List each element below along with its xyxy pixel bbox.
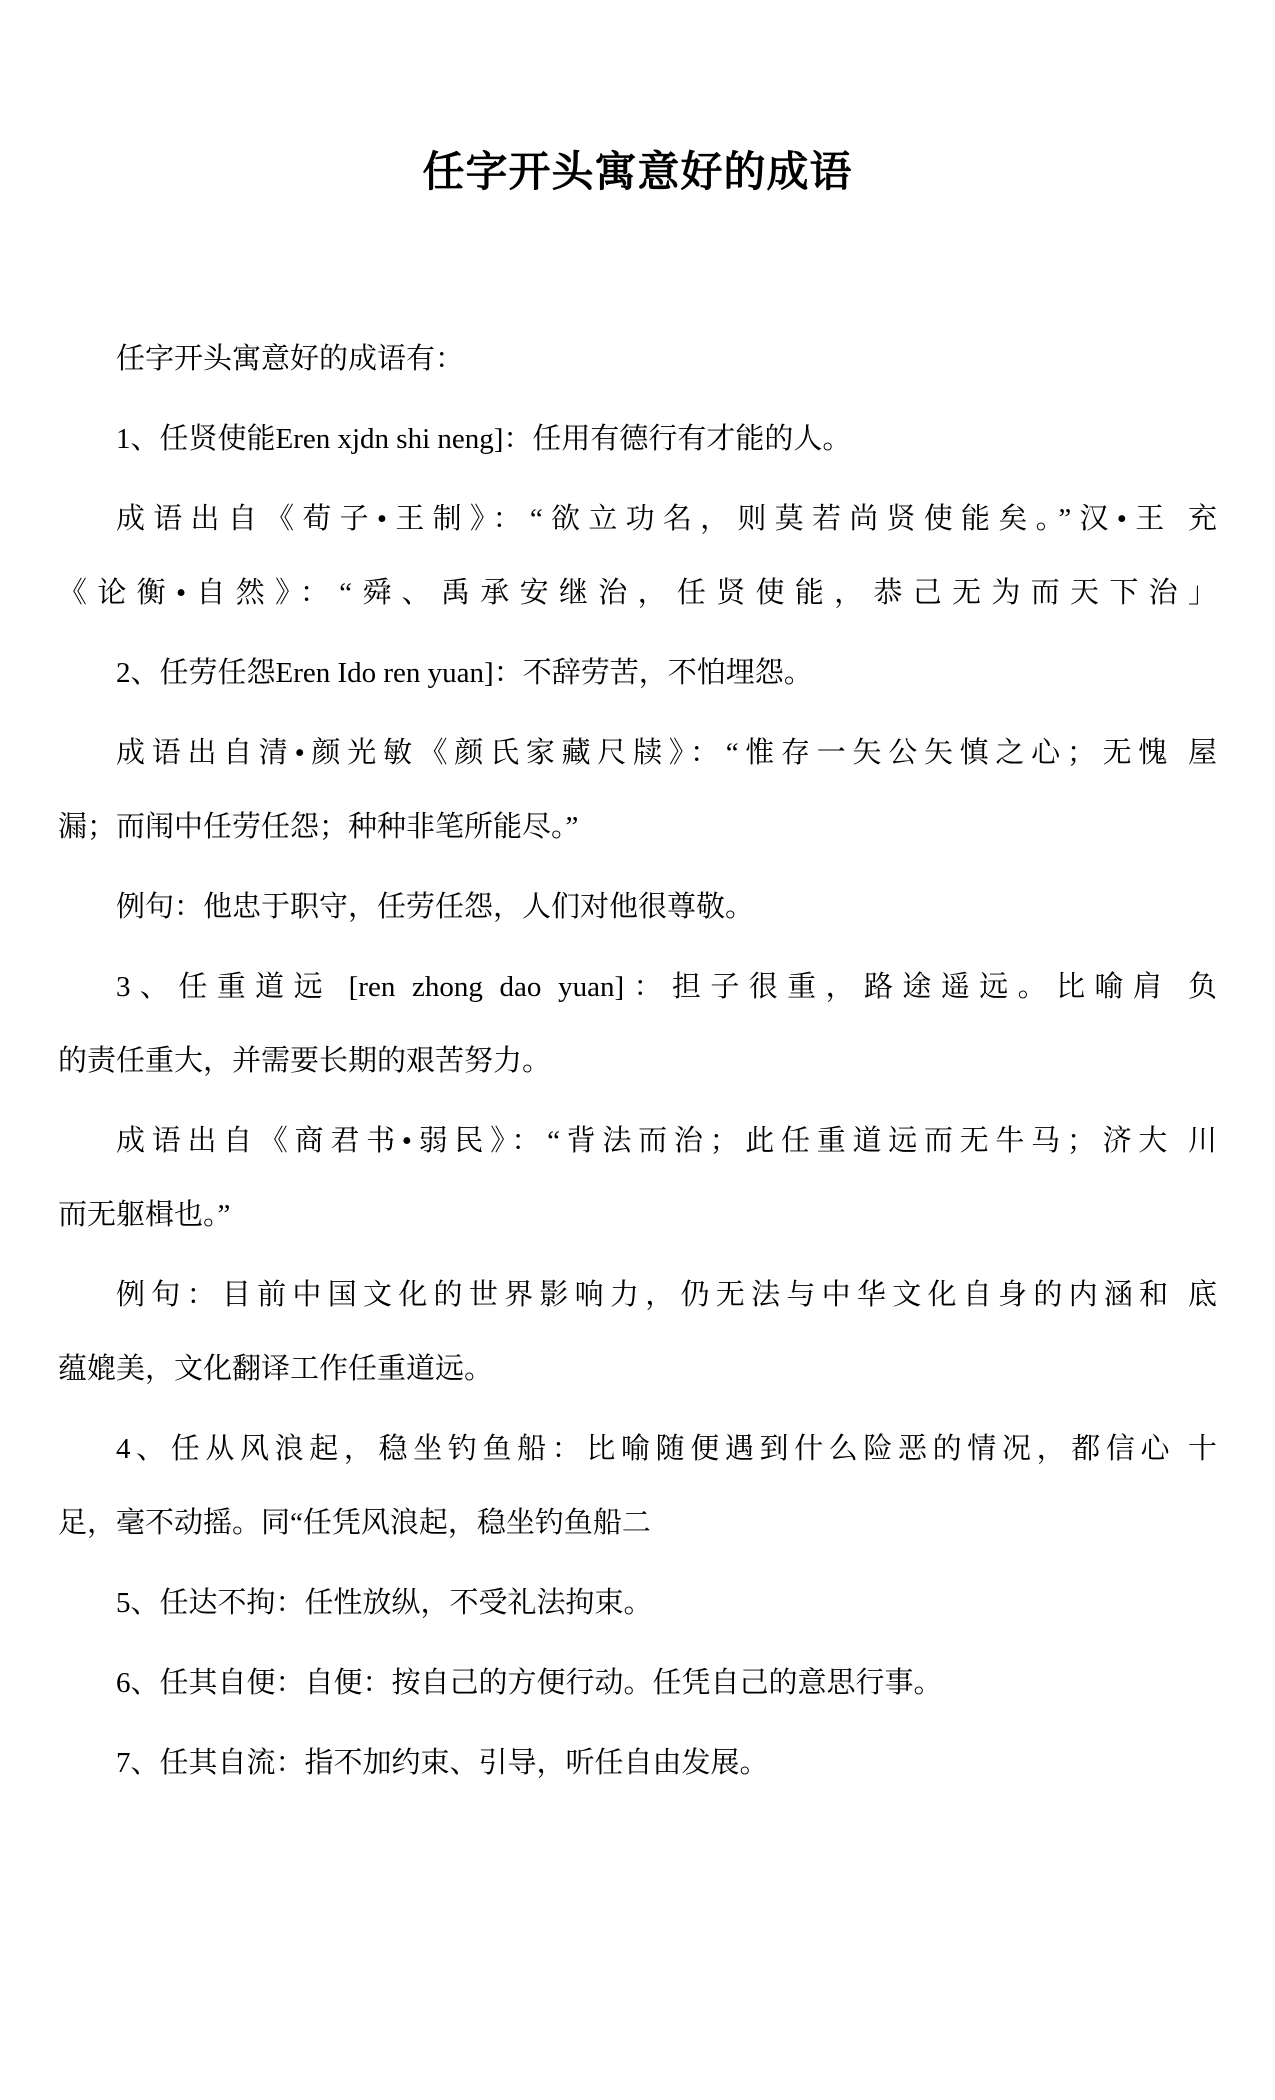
paragraph: [58, 716, 1217, 864]
document-title: 任字开头寓意好的成语: [422, 148, 853, 195]
paragraph-line: 例句：目前中国文化的世界影响力，仍无法与中华文化自身的内涵和 底: [116, 1278, 1217, 1311]
paragraph-line: 5、任达不拘：任性放纵，不受礼法拘束。: [116, 1586, 653, 1619]
paragraph: [58, 482, 1217, 630]
paragraph: [58, 1104, 1217, 1252]
paragraph: [58, 1726, 1217, 1800]
paragraph-line: 蕴媲美，文化翻译工作任重道远。: [58, 1352, 494, 1385]
paragraph-line: 成语出自《商君书•弱民》：“背法而治；此任重道远而无牛马；济大 川: [116, 1124, 1217, 1157]
document-body: [0, 322, 1275, 1800]
paragraph: [58, 1566, 1217, 1640]
paragraph-line: 而无躯楫也。”: [58, 1198, 231, 1231]
paragraph-line: 例句：他忠于职守，任劳任怨，人们对他很尊敬。: [116, 890, 755, 923]
paragraph-line: 足，毫不动摇。同“任凭风浪起，稳坐钓鱼船二: [58, 1506, 651, 1539]
paragraph-line: 的责任重大，并需要长期的艰苦努力。: [58, 1044, 552, 1077]
paragraph: [58, 1646, 1217, 1720]
paragraph-line: 《论衡•自然》：“舜、禹承安继治，任贤使能，恭己无为而天下治」: [58, 576, 1217, 609]
paragraph-line: 6、任其自便：自便：按自己的方便行动。任凭自己的意思行事。: [116, 1666, 943, 1699]
paragraph: [58, 1412, 1217, 1560]
paragraph: [58, 870, 1217, 944]
paragraph-line: 7、任其自流：指不加约束、引导，听任自由发展。: [116, 1746, 769, 1779]
paragraph-line: 成语出自《荀子•王制》：“欲立功名，则莫若尚贤使能矣。”汉•王 充: [116, 502, 1217, 535]
paragraph-line: 任字开头寓意好的成语有：: [116, 342, 465, 375]
paragraph-line: 漏；而闱中任劳任怨；种种非笔所能尽。”: [58, 810, 579, 843]
paragraph-line: 1、任贤使能Eren xjdn shi neng]：任用有德行有才能的人。: [116, 422, 852, 455]
paragraph: [58, 636, 1217, 710]
paragraph: [58, 322, 1217, 396]
paragraph-line: 4、任从风浪起，稳坐钓鱼船：比喻随便遇到什么险恶的情况，都信心 十: [116, 1432, 1217, 1465]
paragraph: [58, 950, 1217, 1098]
paragraph-line: 2、任劳任怨Eren Ido ren yuan]：不辞劳苦，不怕埋怨。: [116, 656, 813, 689]
paragraph: [58, 1258, 1217, 1406]
paragraph-line: 成语出自清•颜光敏《颜氏家藏尺牍》：“惟存一矢公矢慎之心；无愧 屋: [116, 736, 1217, 769]
paragraph-line: 3、任重道远 [ren zhong dao yuan]：担子很重，路途遥远。比喻肩 负: [116, 970, 1217, 1003]
paragraph: [58, 402, 1217, 476]
